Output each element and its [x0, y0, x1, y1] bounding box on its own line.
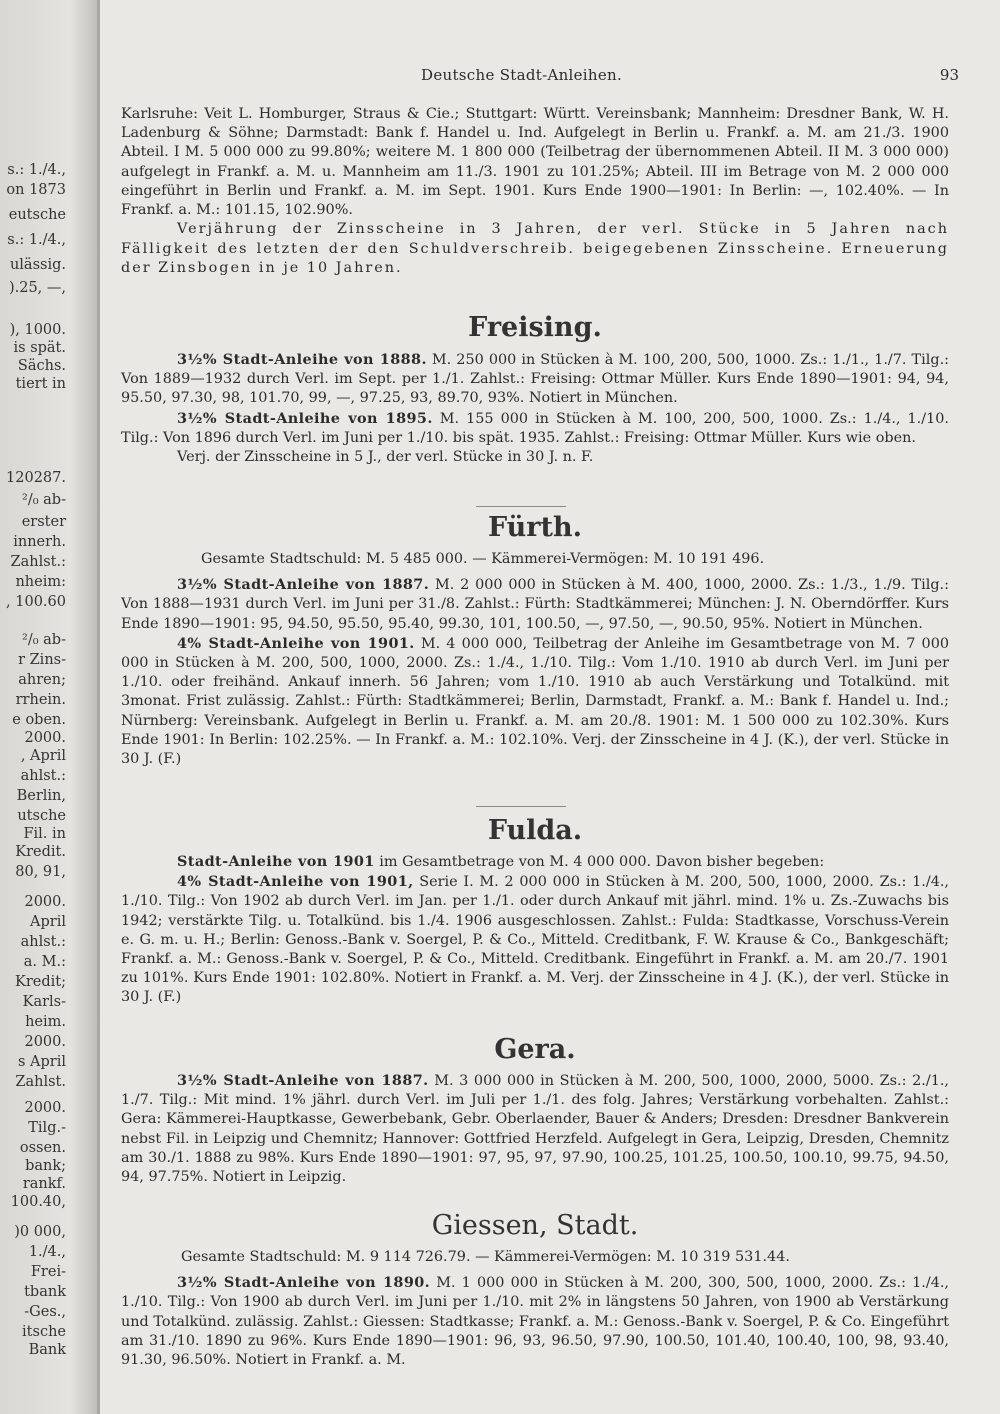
facing-page-fragment: ahren;: [18, 672, 66, 688]
facing-page-fragment: Zahlst.:: [10, 554, 66, 570]
facing-page-fragment: 2000.: [24, 894, 66, 910]
fulda-loan2-title: 4% Stadt-Anleihe von 1901,: [177, 873, 414, 891]
facing-page-fragment: ulässig.: [9, 257, 66, 273]
running-head: [121, 66, 959, 88]
karlsruhe-continuation: [121, 105, 949, 279]
facing-page-fragment: -Ges.,: [24, 1304, 66, 1320]
section-freising: [121, 350, 949, 467]
page-number: 93: [939, 66, 959, 84]
facing-page-fragment: eutsche: [8, 207, 66, 223]
facing-page-fragment: 2000.: [24, 1100, 66, 1116]
facing-page-fragment: Kredit;: [15, 974, 66, 990]
facing-page-fragment: Frei-: [30, 1264, 66, 1280]
facing-page-fragment: a. M.:: [23, 954, 66, 970]
facing-page-fragment: Kredit.: [15, 844, 66, 860]
facing-page-fragment: tiert in: [15, 376, 66, 392]
facing-page-fragment: nheim:: [15, 574, 66, 590]
fuerth-summary: Gesamte Stadtschuld: M. 5 485 000. — Kämmerei-Vermögen: M. 10 191 496.: [201, 551, 765, 567]
facing-page-fragment: ahlst.:: [20, 934, 66, 950]
facing-page-fragment: Fil. in: [23, 826, 66, 842]
karlsruhe-text: Karlsruhe: Veit L. Homburger, Straus & Cie.; Stuttgart: Württ. Vereinsbank; Mannheim: Dresdner Bank, W. H. Ladenburg & Söhne; Darmstadt: Bank f. Handel u. Ind. Aufgelegt in Berlin u. Frankf. a. M. am 21./3. 1900 Abteil. I M. 5 000 000 zu 99.80%; weitere M. 1 800 000 (Teilbetrag der übernommenen Abteil. II M. 3 000 000) aufgelegt in Frankf. a. M. u. Mannheim am 11./3. 1901 zu 101.25%; Abteil. III im Betrage von M. 2 000 000 eingeführt in Berlin und Frankf. a. M. im Sept. 1901. Kurs Ende 1900—1901: In Berlin: —, 102.40%. — In Frankf. a. M.: 101.15, 102.90%.: [121, 106, 949, 219]
gera-loan1-text: M. 3 000 000 in Stücken à M. 200, 500, 1000, 2000, 5000. Zs.: 2./1., 1./7. Tilg.: Mit mind. 1% jährl. durch Verl. im Juli per 1./1. des folg. Jahres; Verstärkung vorbehalten. Zahlst.: Gera: Kämmerei-Hauptkasse, Gewerbebank, Gebr. Oberlaender, Bauer & Anders; Dresden: Dresdner Bankverein nebst Fil. in Leipzig und Chemnitz; Hannover: Gottfried Herzfeld. Aufgelegt in Gera, Leipzig, Dresden, Chemnitz am 30./1. 1888 zu 98%. Kurs Ende 1890—1901: 97, 95, 97, 97.90, 100.25, 101.25, 100.50, 100.10, 99.75, 94.50, 94, 97.75%. Notiert in Leipzig.: [121, 1073, 949, 1186]
facing-page-fragment: ), 1000.: [9, 322, 66, 338]
facing-page-fragment: Karls-: [22, 994, 66, 1010]
facing-page-fragment: Sächs.: [17, 358, 66, 374]
giessen-loan1-text: M. 1 000 000 in Stücken à M. 200, 300, 500, 1000, 2000. Zs.: 1./4., 1./10. Tilg.: Von 1900 ab durch Verl. im Juni per 1./10. mit 2% in längstens 50 Jahren, von 1900 ab Verstärkung und Totalkünd. zulässig. Zahlst.: Giessen: Stadtkasse; Frankf. a. M.: Genoss.-Bank v. Soergel, P. & Co. Eingeführt am 31./10. 1890 zu 96%. Kurs Ende 1890—1901: 96, 93, 96.50, 97.90, 100.50, 101.40, 100.40, 100, 98, 93.40, 91.30, 96.50%. Notiert in Frankf. a. M.: [121, 1275, 949, 1369]
section-divider: [476, 806, 566, 807]
freising-loan2-text: M. 155 000 in Stücken à M. 100, 200, 500, 1000. Zs.: 1./4., 1./10. Tilg.: Von 1896 durch Verl. im Juni per 1./10. bis spät. 1935. Zahlst.: Freising: Ottmar Müller. Kurs wie oben.: [121, 410, 949, 446]
facing-page-fragment: utsche: [17, 808, 66, 824]
fulda-loan1-title: Stadt-Anleihe von 1901: [177, 853, 375, 870]
section-giessen: [121, 1248, 949, 1370]
facing-page-fragment: )0 000,: [14, 1224, 66, 1240]
facing-page-fragment: is spät.: [13, 340, 66, 356]
freising-loan2-title: 3½% Stadt-Anleihe von 1895.: [177, 409, 433, 427]
giessen-name-suffix: Stadt.: [556, 1210, 639, 1241]
facing-page-fragment: 2000.: [24, 730, 66, 746]
facing-page-fragment: 100.40,: [10, 1194, 66, 1210]
facing-page-fragment: ahlst.:: [20, 768, 66, 784]
facing-page-fragment: ²/₀ ab-: [22, 632, 66, 648]
facing-page-fragment: ).25, —,: [8, 280, 66, 296]
city-heading-gera: Gera.: [494, 1034, 576, 1065]
section-fuerth: [121, 550, 949, 769]
city-heading-fulda: Fulda.: [487, 815, 583, 846]
facing-page-fragment: on 1873: [6, 182, 66, 198]
fulda-loan1-text: im Gesamtbetrage von M. 4 000 000. Davon bisher begeben:: [379, 854, 825, 870]
fuerth-loan2-text: M. 4 000 000, Teilbetrag der Anleihe im Gesamtbetrage von M. 7 000 000 in Stücken à M. 200, 500, 1000, 2000. Zs.: 1./4., 1./10. Tilg.: Vom 1./10. 1910 ab durch Verl. im Juni per 1./10. oder freihänd. Ankauf innerh. 56 Jahren; vom 1./10. 1910 ab auch Verstärkung und Totalkünd. mit 3monat. Frist zulässig. Zahlst.: Fürth: Stadtkämmerei; Berlin, Darmstadt, Frankf. a. M.: Bank f. Handel u. Ind.; Nürnberg: Vereinsbank. Aufgelegt in Berlin u. Frankf. a. M. am 20./8. 1901: M. 1 500 000 zu 102.30%. Kurs Ende 1901: In Berlin: 102.25%. — In Frankf. a. M.: 102.10%. Verj. der Zinsscheine in 4 J. (K.), der verl. Stücke in 30 J. (F.): [121, 635, 950, 768]
facing-page-fragment: Bank: [28, 1342, 66, 1358]
giessen-summary: Gesamte Stadtschuld: M. 9 114 726.79. — Kämmerei-Vermögen: M. 10 319 531.44.: [181, 1249, 790, 1265]
facing-page-fragment: April: [30, 914, 66, 930]
karlsruhe-verjaehrung: Verjährung der Zinsscheine in 3 Jahren, der verl. Stücke in 5 Jahren nach Fälligkeit des letzten der den Schuldverschreib. beigegebenen Zinsscheine. Erneuerung der Zinsbogen in je 10 Jahren.: [121, 221, 949, 277]
facing-page-fragment: 120287.: [6, 470, 66, 486]
facing-page-fragment: heim.: [25, 1014, 66, 1030]
freising-verj: Verj. der Zinsscheine in 5 J., der verl. Stücke in 30 J. n. F.: [177, 449, 594, 466]
facing-page-fragment: r Zins-: [18, 652, 66, 668]
facing-page-fragment: Berlin,: [16, 788, 66, 804]
facing-page-fragment: s April: [17, 1054, 66, 1070]
facing-page-fragment: 2000.: [24, 1034, 66, 1050]
fulda-loan2-text: Serie I. M. 2 000 000 in Stücken à M. 200, 500, 1000, 2000. Zs.: 1./4., 1./10. Tilg.: Von 1902 ab durch Verl. im Jan. per 1./1. oder durch Ankauf mit jährl. mind. 1% u. Zs.-Zuwachs bis 1942; verstärkte Tilg. u. Totalkünd. bis 1./4. 1906 ausgeschlossen. Zahlst.: Fulda: Stadtkasse, Vorschuss-Verein e. G. m. u. H.; Berlin: Genoss.-Bank v. Soergel, P. & Co., Mitteld. Creditbank, F. W. Krause & Co., Bankgeschäft; Frankf. a. M.: Genoss.-Bank v. Soergel, P. & Co., Mitteld. Creditbank. Eingeführt in Frankf. a. M. am 20./7. 1901 zu 101%. Kurs Ende 1901: 102.80%. Notiert in Frankf. a. M. Verj. der Zinsscheine in 4 J. (K.), der verl. Stücke in 30 J. (F.): [121, 874, 950, 1006]
section-divider: [476, 506, 566, 507]
facing-page-fragment: Zahlst.: [15, 1074, 66, 1090]
facing-page-fragment: ²/₀ ab-: [22, 492, 66, 508]
facing-page-fragment: 1./4.,: [28, 1244, 66, 1260]
facing-page-fragment: erster: [21, 514, 66, 530]
book-gutter: [97, 0, 100, 1414]
running-head-title: Deutsche Stadt-Anleihen.: [421, 66, 623, 84]
city-heading-giessen: [121, 1210, 949, 1242]
facing-page-fragment: rankf.: [22, 1176, 66, 1192]
giessen-name: Giessen,: [431, 1210, 548, 1241]
facing-page-fragment: , 100.60: [6, 594, 66, 610]
giessen-loan1-title: 3½% Stadt-Anleihe von 1890.: [177, 1274, 431, 1292]
facing-page-fragment: innerh.: [13, 534, 66, 550]
fuerth-loan2-title: 4% Stadt-Anleihe von 1901.: [177, 634, 415, 652]
city-heading-freising: Freising.: [468, 312, 602, 343]
section-fulda: [121, 852, 949, 1008]
gera-loan1-title: 3½% Stadt-Anleihe von 1887.: [177, 1072, 429, 1089]
section-gera: [121, 1071, 949, 1187]
facing-page-fragment: tbank: [24, 1284, 66, 1300]
freising-loan1-title: 3½% Stadt-Anleihe von 1888.: [177, 351, 427, 368]
facing-page-fragment: 80, 91,: [15, 864, 66, 880]
facing-page-fragment: ossen.: [19, 1140, 66, 1156]
facing-page-fragment: Tilg.-: [28, 1120, 66, 1136]
facing-page-fragment: s.: 1./4.,: [7, 232, 66, 248]
facing-page-fragment: rrhein.: [15, 692, 66, 708]
facing-page-fragment: s.: 1./4.,: [7, 162, 66, 178]
freising-loan1-text: M. 250 000 in Stücken à M. 100, 200, 500, 1000. Zs.: 1./1., 1./7. Tilg.: Von 1889—1932 durch Verl. im Sept. per 1./1. Zahlst.: Freising: Ottmar Müller. Kurs Ende 1890—1901: 94, 94, 95.50, 97.30, 98, 101.70, 99, —, 97.25, 93, 89.70, 93%. Notiert in München.: [121, 352, 949, 407]
facing-page-fragment: itsche: [22, 1324, 66, 1340]
facing-page-fragment: bank;: [25, 1158, 66, 1174]
facing-page-fragment: e oben.: [12, 712, 66, 728]
facing-page-fragments: [0, 0, 70, 1414]
fuerth-loan1-text: M. 2 000 000 in Stücken à M. 400, 1000, 2000. Zs.: 1./3., 1./9. Tilg.: Von 1888—1931 durch Verl. im Juni per 31./8. Zahlst.: Fürth: Stadtkämmerei; München: J. N. Oberndörffer. Kurs Ende 1890—1901: 95, 94.50, 95.50, 95.40, 99.30, 101, 100.50, —, 97.50, —, 90.50, 95%. Notiert in München.: [121, 577, 949, 632]
city-heading-fuerth: Fürth.: [487, 512, 583, 543]
fuerth-loan1-title: 3½% Stadt-Anleihe von 1887.: [177, 576, 430, 594]
facing-page-fragment: , April: [20, 748, 66, 764]
